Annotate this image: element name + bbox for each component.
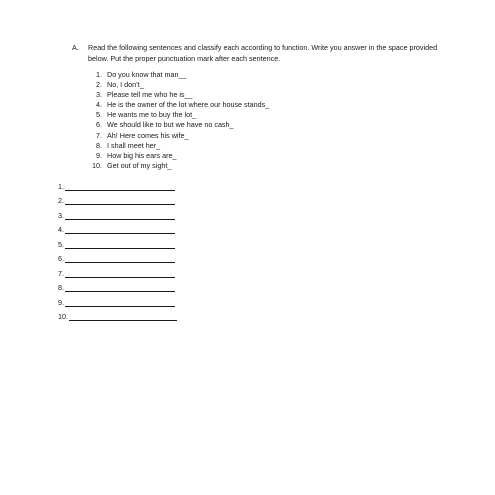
sentence-text: No, I don’t_ [107,80,144,90]
sentence-text: Ah! Here comes his wife_ [107,130,189,140]
sentence-number: 2. [96,80,102,90]
sentence-text: Please tell me who he is__ [107,90,193,100]
sentence-number: 8. [96,140,102,150]
sentence-item [86,131,269,141]
answer-blank[interactable] [65,184,175,191]
instruction-marker: A. [72,43,79,52]
answer-number: 2. [58,196,64,206]
answer-line [58,292,177,307]
sentence-item [86,110,269,120]
instruction-text: Read the following sentences and classify each according to function. Write you answer in the space provided below. Put the proper punctuation mark after each sentence. [88,43,438,63]
answer-number: 1. [58,181,64,191]
sentence-text: I shall meet her_ [107,140,161,150]
sentence-item [86,100,269,110]
answer-blank[interactable] [65,242,175,249]
sentence-item [86,80,269,90]
sentence-text: He wants me to buy the lot_ [107,110,197,120]
answer-blank[interactable] [69,314,177,321]
answer-blank[interactable] [65,300,175,307]
answer-line [58,234,177,249]
answer-number: 3. [58,210,64,220]
answer-number: 8. [58,283,64,293]
sentence-number: 9. [96,150,102,160]
sentence-text: We should like to but we have no cash_ [107,120,234,130]
answer-line [58,176,177,191]
answer-line [58,278,177,293]
sentence-list [86,70,269,171]
sentence-number: 1. [96,70,102,79]
sentence-number: 3. [96,90,102,100]
sentence-text: Do you know that man__ [107,70,187,79]
answer-list [58,176,177,321]
sentence-item [86,141,269,151]
answer-line [58,191,177,206]
sentence-text: How big his ears are_ [107,150,177,160]
answer-blank[interactable] [65,198,175,205]
answer-line [58,307,177,322]
sentence-number: 10. [92,160,102,170]
answer-line [58,263,177,278]
sentence-item [86,90,269,100]
sentence-item [86,161,269,171]
sentence-number: 5. [96,110,102,120]
sentence-item [86,70,269,80]
answer-blank[interactable] [65,213,175,220]
answer-number: 7. [58,268,64,278]
answer-number: 6. [58,254,64,264]
answer-blank[interactable] [65,256,175,263]
answer-number: 9. [58,297,64,307]
instruction-block [72,42,442,64]
answer-number: 5. [58,239,64,249]
answer-blank[interactable] [65,271,175,278]
sentence-number: 6. [96,120,102,130]
sentence-number: 4. [96,100,102,110]
answer-line [58,220,177,235]
answer-line [58,205,177,220]
answer-number: 10. [58,312,68,322]
sentence-item [86,151,269,161]
answer-blank[interactable] [65,227,175,234]
sentence-item [86,120,269,130]
sentence-text: He is the owner of the lot where our house stands_ [107,100,270,110]
answer-number: 4. [58,225,64,235]
answer-blank[interactable] [65,285,175,292]
sentence-text: Get out of my sight_ [107,160,172,170]
sentence-number: 7. [96,130,102,140]
answer-line [58,249,177,264]
